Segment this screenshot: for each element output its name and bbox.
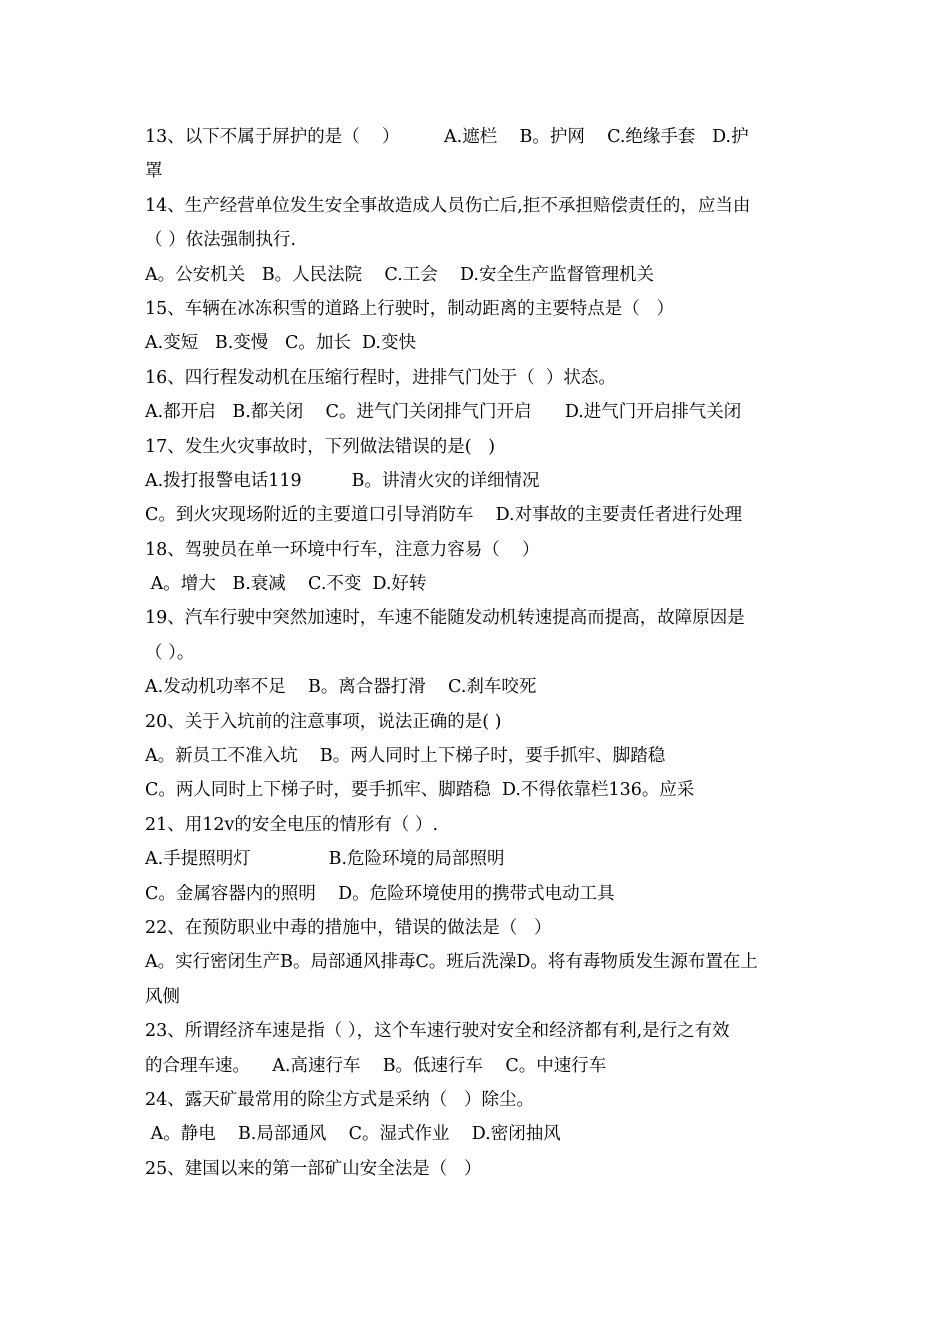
text-line-q18: 18、驾驶员在单一环境中行车，注意力容易（ ） [145, 539, 540, 560]
text-line-q19: 19、汽车行驶中突然加速时，车速不能随发动机转速提高而提高，故障原因是 [145, 608, 745, 629]
text-line-q22: 22、在预防职业中毒的措施中，错误的做法是（ ） [145, 917, 552, 938]
text-line-q15-options: A.变短 B.变慢 C。加长 D.变快 [145, 333, 416, 354]
text-line-q22-options-cont: 风侧 [145, 986, 180, 1007]
text-line-q25: 25、建国以来的第一部矿山安全法是（ ） [145, 1158, 482, 1179]
text-line-q14-options: A。公安机关 B。人民法院 C.工会 D.安全生产监督管理机关 [145, 264, 654, 285]
text-line-q21-options-2: C。金属容器内的照明 D。危险环境使用的携带式电动工具 [145, 883, 615, 904]
text-line-q15: 15、车辆在冰冻积雪的道路上行驶时，制动距离的主要特点是（ ） [145, 298, 674, 319]
text-line-q16-options: A.都开启 B.都关闭 C。进气门关闭排气门开启 D.进气门开启排气关闭 [145, 402, 742, 423]
text-line-q19-cont: （ ）。 [145, 642, 195, 663]
text-line-q18-options: A。增大 B.衰减 C.不变 D.好转 [145, 574, 427, 595]
text-line-q21: 21、用12v的安全电压的情形有（ ）. [145, 814, 439, 835]
text-line-q17-options-1: A.拨打报警电话119 B。讲清火灾的详细情况 [145, 470, 540, 491]
text-line-q13-cont: 罩 [145, 161, 163, 182]
text-line-q14-cont: （ ）依法强制执行. [145, 230, 297, 251]
text-line-q17-options-2: C。到火灾现场附近的主要道口引导消防车 D.对事故的主要责任者进行处理 [145, 505, 743, 526]
text-line-q21-options-1: A.手提照明灯 B.危险环境的局部照明 [145, 849, 505, 870]
text-line-q16: 16、四行程发动机在压缩行程时，进排气门处于（ ）状态。 [145, 367, 616, 388]
text-line-q23: 23、所谓经济车速是指（ ），这个车速行驶对安全和经济都有利,是行之有效 [145, 1021, 730, 1042]
text-line-q22-options: A。实行密闭生产B。局部通风排毒C。班后洗澡D。将有毒物质发生源布置在上 [145, 952, 758, 973]
text-line-q23-options: 的合理车速。 A.高速行车 B。低速行车 C。中速行车 [145, 1055, 607, 1076]
document-body [145, 120, 815, 1186]
text-line-q20: 20、关于入坑前的注意事项，说法正确的是( ) [145, 711, 502, 732]
text-line-q20-options-1: A。新员工不准入坑 B。两人同时上下梯子时，要手抓牢、脚踏稳 [145, 746, 666, 767]
text-line-q20-options-2: C。两人同时上下梯子时，要手抓牢、脚踏稳 D.不得依靠栏136。应采 [145, 780, 695, 801]
text-line-q17: 17、发生火灾事故时，下列做法错误的是( ) [145, 436, 496, 457]
text-line-q19-options: A.发动机功率不足 B。离合器打滑 C.刹车咬死 [145, 677, 537, 698]
text-line-q24: 24、露天矿最常用的除尘方式是采纳（ ）除尘。 [145, 1089, 534, 1110]
text-line-q24-options: A。静电 B.局部通风 C。湿式作业 D.密闭抽风 [145, 1124, 561, 1145]
text-line-q13: 13、以下不属于屏护的是（ ） A.遮栏 B。护网 C.绝缘手套 D.护 [145, 127, 749, 147]
text-line-q14: 14、生产经营单位发生安全事故造成人员伤亡后,拒不承担赔偿责任的，应当由 [145, 195, 751, 216]
